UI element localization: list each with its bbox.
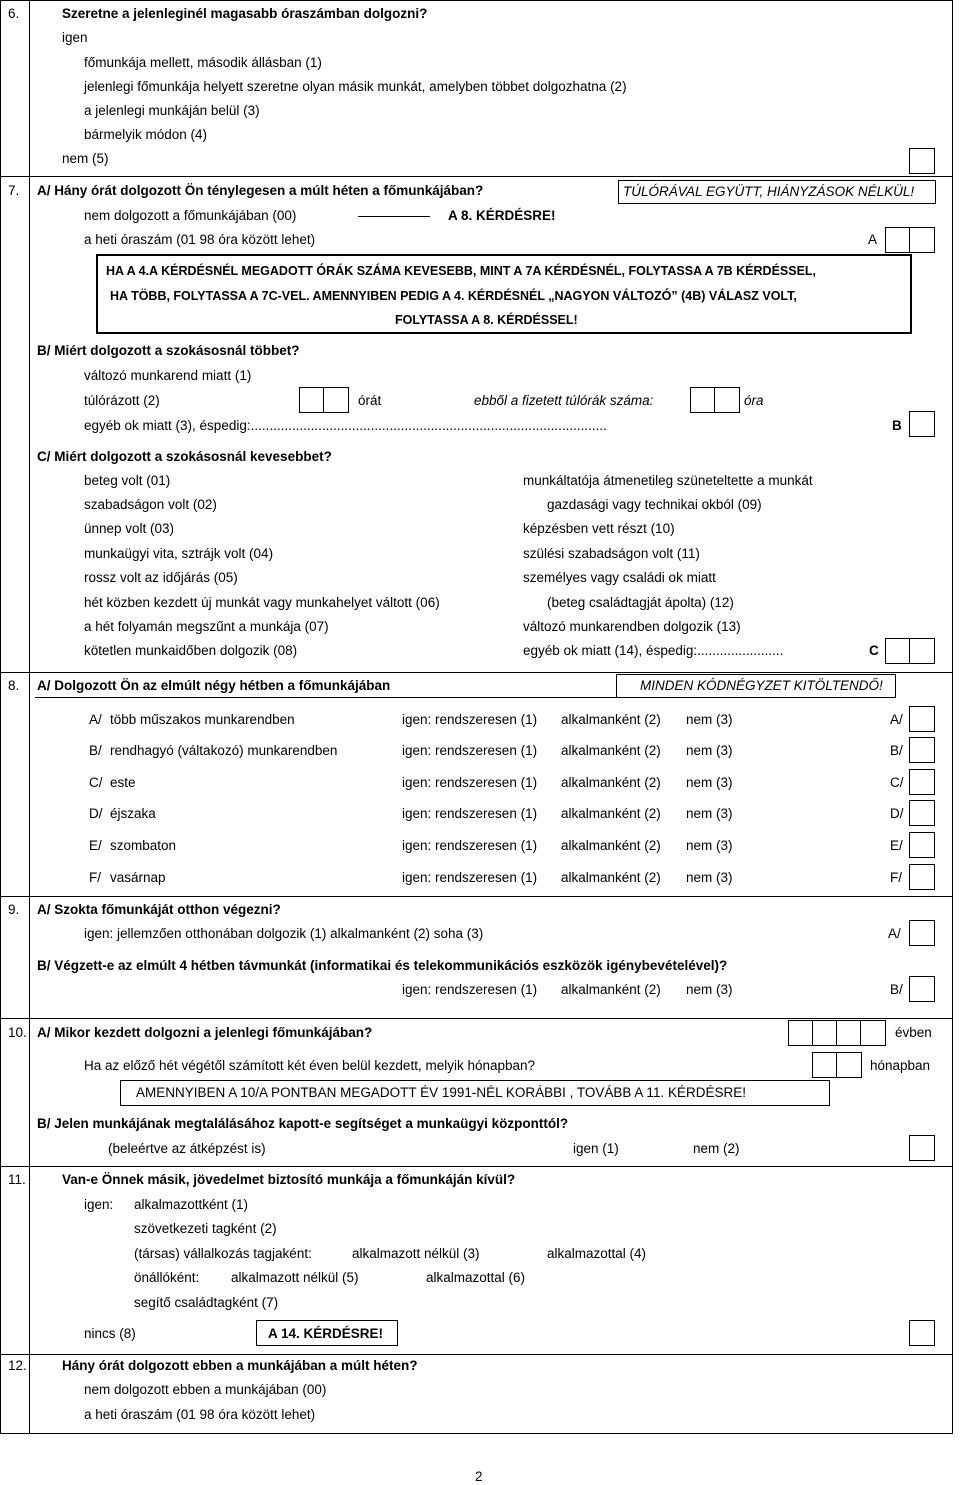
q7a-hours-box-1[interactable] <box>885 227 911 253</box>
q12-option-1: nem dolgozott ebben a munkájában (00) <box>84 1382 327 1397</box>
q10b-no: nem (2) <box>693 1141 740 1156</box>
q9b-option-3: nem (3) <box>686 982 733 997</box>
q7c-right-7: változó munkarendben dolgozik (13) <box>523 619 741 634</box>
q7a-hours-box-2[interactable] <box>909 227 935 253</box>
q7b-code-box[interactable] <box>909 411 935 437</box>
q8-row-a-some: alkalmanként (2) <box>561 712 661 727</box>
q10a-year-box-1[interactable] <box>788 1020 814 1046</box>
q8-row-b-code: B/ <box>890 743 903 758</box>
q10b-subtitle: (beleértve az átképzést is) <box>108 1141 266 1156</box>
q8-row-e-letter: E/ <box>89 838 102 853</box>
q8-row-b-no: nem (3) <box>686 743 733 758</box>
q7c-right-8: egyéb ok miatt (14), éspedig:....................... <box>523 643 784 658</box>
q6-yes: igen <box>62 30 88 45</box>
q7c-code-box-2[interactable] <box>909 638 935 664</box>
q7b-code-label: B <box>892 418 902 433</box>
q8-row-e-no: nem (3) <box>686 838 733 853</box>
q10a-year-box-3[interactable] <box>836 1020 862 1046</box>
q6-option-3: a jelenlegi munkáján belül (3) <box>84 103 260 118</box>
q7b-hours-unit: órát <box>358 393 382 408</box>
q10a-month-unit: hónapban <box>870 1058 931 1073</box>
q9a-options: igen: jellemzően otthonában dolgozik (1) alkalmanként (2) soha (3) <box>84 926 484 941</box>
q11-option-1: alkalmazottként (1) <box>134 1197 249 1212</box>
q8-row-c-box[interactable] <box>909 769 935 795</box>
q8-row-b-box[interactable] <box>909 737 935 763</box>
q9-number: 9. <box>8 902 20 917</box>
q7-instruction-2: HA TÖBB, FOLYTASSA A 7C-VEL. AMENNYIBEN PEDIG A 4. KÉRDÉSNÉL „NAGYON VÁLTOZÓ” (4B) VÁLASZ VOLT, <box>110 289 797 303</box>
row-separator-8 <box>0 672 952 673</box>
q8-row-c-yes: igen: rendszeresen (1) <box>402 775 538 790</box>
q11-option-3-label: (társas) vállalkozás tagjaként: <box>134 1246 312 1261</box>
q9b-code-box[interactable] <box>909 976 935 1002</box>
q8-row-d-code: D/ <box>890 806 904 821</box>
q10a-title: A/ Mikor kezdett dolgozni a jelenlegi főmunkájában? <box>37 1025 373 1040</box>
q11-yes: igen: <box>84 1197 114 1212</box>
q8-row-a-no: nem (3) <box>686 712 733 727</box>
q11-goto-14: A 14. KÉRDÉSRE! <box>268 1326 384 1341</box>
row-separator-7 <box>0 176 952 177</box>
q8-row-e-label: szombaton <box>110 838 177 853</box>
q7c-left-1: beteg volt (01) <box>84 473 171 488</box>
q7-hours: a heti óraszám (01 98 óra között lehet) <box>84 232 316 247</box>
q11-option-4: alkalmazottal (4) <box>547 1246 647 1261</box>
q7c-title: C/ Miért dolgozott a szokásosnál kevesebbet? <box>37 449 332 464</box>
q11-option-2: szövetkezeti tagként (2) <box>134 1221 277 1236</box>
q8-row-c-no: nem (3) <box>686 775 733 790</box>
q6-title: Szeretne a jelenleginél magasabb óraszámban dolgozni? <box>62 6 428 21</box>
q8-row-c-label: este <box>110 775 136 790</box>
q7-code-a-label: A <box>868 232 878 247</box>
q10-instruction: AMENNYIBEN A 10/A PONTBAN MEGADOTT ÉV 1991-NÉL KORÁBBI , TOVÁBB A 11. KÉRDÉSRE! <box>136 1085 746 1100</box>
q10b-code-box[interactable] <box>909 1135 935 1161</box>
q8-row-a-yes: igen: rendszeresen (1) <box>402 712 538 727</box>
q7-arrow-line <box>358 216 430 217</box>
q7b-paid-box-1[interactable] <box>690 387 716 413</box>
q10a-month-box-1[interactable] <box>812 1052 838 1078</box>
q8-row-d-no: nem (3) <box>686 806 733 821</box>
q7c-right-4: szülési szabadságon volt (11) <box>523 546 700 561</box>
q7-goto-8: A 8. KÉRDÉSRE! <box>448 208 556 223</box>
q7-number: 7. <box>8 183 20 198</box>
q7c-left-5: rossz volt az időjárás (05) <box>84 570 238 585</box>
number-column-divider <box>29 0 30 1433</box>
q7c-left-4: munkaügyi vita, sztrájk volt (04) <box>84 546 274 561</box>
q7b-paid-unit: óra <box>744 393 764 408</box>
q9a-code-box[interactable] <box>909 920 935 946</box>
q8-row-a-code: A/ <box>890 712 903 727</box>
q8-number: 8. <box>8 678 20 693</box>
q8-row-b-yes: igen: rendszeresen (1) <box>402 743 538 758</box>
q7c-left-8: kötetlen munkaidőben dolgozik (08) <box>84 643 298 658</box>
q9b-code-label: B/ <box>890 982 903 997</box>
q8-row-f-no: nem (3) <box>686 870 733 885</box>
q11-no: nincs (8) <box>84 1326 136 1341</box>
q8-row-c-letter: C/ <box>89 775 103 790</box>
q7b-option-3: egyéb ok miatt (3), éspedig:............................................................................................... <box>84 418 607 433</box>
q8-row-e-code: E/ <box>890 838 903 853</box>
q9a-code-label: A/ <box>888 926 901 941</box>
q8-row-b-label: rendhagyó (váltakozó) munkarendben <box>110 743 338 758</box>
q11-code-box[interactable] <box>909 1320 935 1346</box>
q6-number: 6. <box>8 6 20 21</box>
q12-title: Hány órát dolgozott ebben a munkájában a múlt héten? <box>62 1358 418 1373</box>
q7c-left-2: szabadságon volt (02) <box>84 497 217 512</box>
q9b-title: B/ Végzett-e az elmúlt 4 hétben távmunkát (informatikai és telekommunikációs eszközök igénybevételével)? <box>37 958 728 973</box>
q7c-left-3: ünnep volt (03) <box>84 521 175 536</box>
q6-no: nem (5) <box>62 151 109 166</box>
q11-option-5: alkalmazott nélkül (5) <box>231 1270 359 1285</box>
page-number: 2 <box>475 1469 483 1484</box>
q8-row-e-yes: igen: rendszeresen (1) <box>402 838 538 853</box>
q7c-right-6: (beteg családtagját ápolta) (12) <box>547 595 734 610</box>
q8-note: MINDEN KÓDNÉGYZET KITÖLTENDŐ! <box>640 678 883 693</box>
q7-note: TÚLÓRÁVAL EGYÜTT, HIÁNYZÁSOK NÉLKÜL! <box>623 184 915 199</box>
q7b-paid-box-2[interactable] <box>714 387 740 413</box>
q8-row-f-label: vasárnap <box>110 870 166 885</box>
q9b-option-1: igen: rendszeresen (1) <box>402 982 538 997</box>
q10a-year-box-2[interactable] <box>812 1020 838 1046</box>
q9a-title: A/ Szokta főmunkáját otthon végezni? <box>37 902 281 917</box>
q7c-right-5: személyes vagy családi ok miatt <box>523 570 716 585</box>
q11-option-3: alkalmazott nélkül (3) <box>352 1246 480 1261</box>
q8-row-d-box[interactable] <box>909 800 935 826</box>
q8-row-e-some: alkalmanként (2) <box>561 838 661 853</box>
q7-not-worked: nem dolgozott a főmunkájában (00) <box>84 208 297 223</box>
q8-row-c-code: C/ <box>890 775 904 790</box>
q7b-option-1: változó munkarend miatt (1) <box>84 368 252 383</box>
q7c-code-label: C <box>869 643 879 658</box>
q12-number: 12. <box>8 1358 27 1373</box>
q8-row-d-label: éjszaka <box>110 806 156 821</box>
q8-row-e-box[interactable] <box>909 832 935 858</box>
row-separator-12 <box>0 1354 952 1355</box>
q8-row-b-some: alkalmanként (2) <box>561 743 661 758</box>
q11-option-6: alkalmazottal (6) <box>426 1270 526 1285</box>
q7b-paid-label: ebből a fizetett túlórák száma: <box>474 393 654 408</box>
q6-option-4: bármelyik módon (4) <box>84 127 208 142</box>
q9b-option-2: alkalmanként (2) <box>561 982 661 997</box>
q7c-left-7: a hét folyamán megszűnt a munkája (07) <box>84 619 329 634</box>
q8-row-f-code: F/ <box>890 870 902 885</box>
q8-row-d-letter: D/ <box>89 806 103 821</box>
q7c-code-box-1[interactable] <box>885 638 911 664</box>
q7c-right-3: képzésben vett részt (10) <box>523 521 675 536</box>
q11-title: Van-e Önnek másik, jövedelmet biztosító munkája a főmunkáján kívül? <box>62 1172 516 1187</box>
q8-row-c-some: alkalmanként (2) <box>561 775 661 790</box>
q10a-month-box-2[interactable] <box>836 1052 862 1078</box>
q8-row-b-letter: B/ <box>89 743 102 758</box>
q7c-left-6: hét közben kezdett új munkát vagy munkahelyet váltott (06) <box>84 595 440 610</box>
q10b-yes: igen (1) <box>573 1141 619 1156</box>
q8-row-a-letter: A/ <box>89 712 102 727</box>
q11-option-5-label: önállóként: <box>134 1270 200 1285</box>
q10-number: 10. <box>8 1025 27 1040</box>
q7a-title: A/ Hány órát dolgozott Ön ténylegesen a múlt héten a főmunkájában? <box>37 183 484 198</box>
row-separator-9 <box>0 896 952 897</box>
q8-row-a-box[interactable] <box>909 706 935 732</box>
q8-row-d-some: alkalmanként (2) <box>561 806 661 821</box>
q11-option-7: segítő családtagként (7) <box>134 1295 279 1310</box>
q7c-right-1: munkáltatója átmenetileg szüneteltette a munkát <box>523 473 813 488</box>
q10a-year-box-4[interactable] <box>860 1020 886 1046</box>
q8-row-f-letter: F/ <box>89 870 101 885</box>
q8-row-f-box[interactable] <box>909 864 935 890</box>
q10b-title: B/ Jelen munkájának megtalálásához kapott-e segítséget a munkaügyi központtól? <box>37 1116 569 1131</box>
q7-instruction-1: HA A 4.A KÉRDÉSNÉL MEGADOTT ÓRÁK SZÁMA KEVESEBB, MINT A 7A KÉRDÉSNÉL, FOLYTASSA A 7B KÉRDÉSSEL, <box>106 264 817 278</box>
q6-option-2: jelenlegi főmunkája helyett szeretne olyan másik munkát, amelyben többet dolgozhatna (2) <box>84 79 627 94</box>
q7c-right-2: gazdasági vagy technikai okból (09) <box>547 497 762 512</box>
q8-row-f-some: alkalmanként (2) <box>561 870 661 885</box>
q7b-option-2: túlórázott (2) <box>84 393 160 408</box>
q6-code-box[interactable] <box>909 148 935 174</box>
q8-row-a-label: több műszakos munkarendben <box>110 712 295 727</box>
row-separator-10 <box>0 1018 952 1019</box>
q8-row-f-yes: igen: rendszeresen (1) <box>402 870 538 885</box>
q8-row-d-yes: igen: rendszeresen (1) <box>402 806 538 821</box>
q7b-title: B/ Miért dolgozott a szokásosnál többet? <box>37 343 300 358</box>
q10a-year-unit: évben <box>895 1025 932 1040</box>
q8-title-underline <box>35 697 616 698</box>
q12-option-2: a heti óraszám (01 98 óra között lehet) <box>84 1407 316 1422</box>
row-separator-11 <box>0 1166 952 1167</box>
q7-instruction-3: FOLYTASSA A 8. KÉRDÉSSEL! <box>395 313 578 327</box>
q8-title: A/ Dolgozott Ön az elmúlt négy hétben a főmunkájában <box>37 678 391 693</box>
q6-option-1: főmunkája mellett, második állásban (1) <box>84 55 322 70</box>
q7b-hours-box-2[interactable] <box>323 387 349 413</box>
q10a-month-question: Ha az előző hét végétől számított két éven belül kezdett, melyik hónapban? <box>84 1058 536 1073</box>
q11-number: 11. <box>8 1172 26 1187</box>
q7b-hours-box-1[interactable] <box>299 387 325 413</box>
